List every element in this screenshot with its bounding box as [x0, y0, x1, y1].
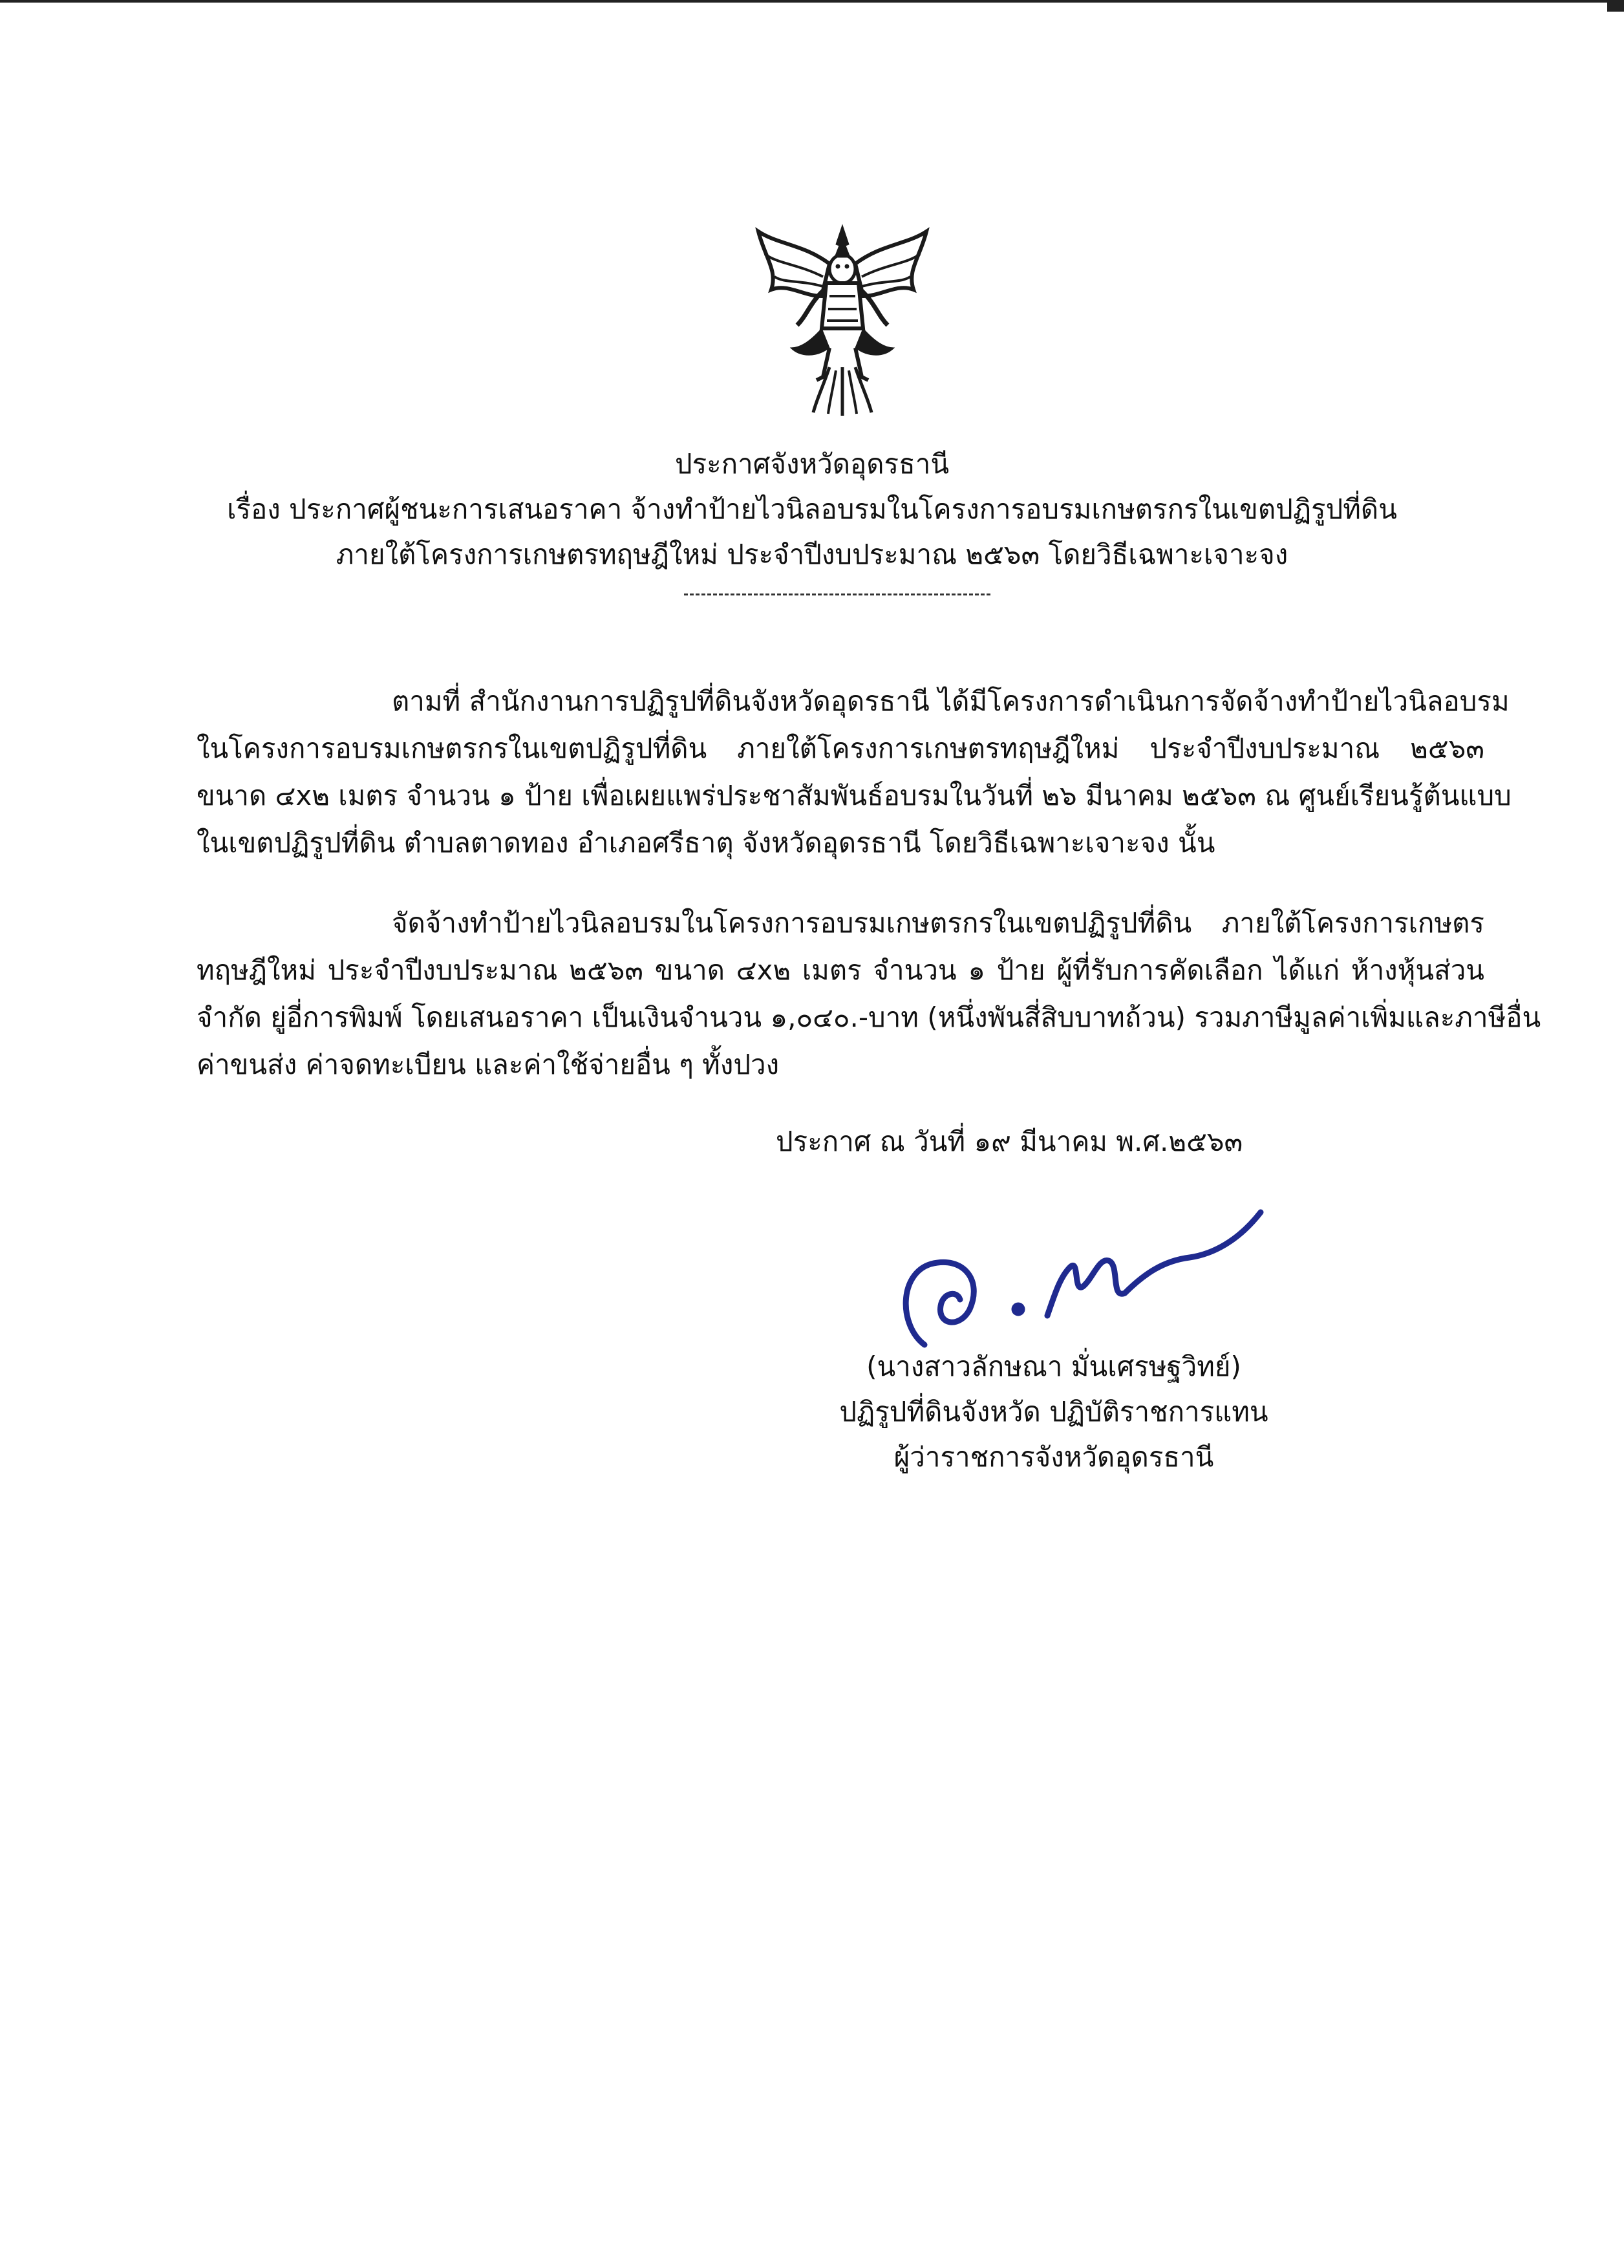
garuda-emblem-icon [752, 219, 933, 419]
paragraph1-line: ขนาด ๔x๒ เมตร จำนวน ๑ ป้าย เพื่อเผยแพร่ประชาสัมพันธ์อบรมในวันที่ ๒๖ มีนาคม ๒๕๖๓ ณ ศูนย์เรียนรู้ต้นแบบ [197, 780, 1512, 811]
subject-line-2: ภายใต้โครงการเกษตรทฤษฎีใหม่ ประจำปีงบประมาณ ๒๕๖๓ โดยวิธีเฉพาะเจาะจง [336, 539, 1288, 570]
paragraph2-line: ทฤษฎีใหม่ ประจำปีงบประมาณ ๒๕๖๓ ขนาด ๔x๒ เมตร จำนวน ๑ ป้าย ผู้ที่รับการคัดเลือก ได้แก่ ห้างหุ้นส่วน [197, 954, 1484, 986]
announcement-title: ประกาศจังหวัดอุดรธานี [674, 448, 950, 480]
paragraph2-line: จัดจ้างทำป้ายไวนิลอบรมในโครงการอบรมเกษตรกรในเขตปฏิรูปที่ดิน ภายใต้โครงการเกษตร [392, 907, 1484, 939]
paragraph1-line: ตามที่ สำนักงานการปฏิรูปที่ดินจังหวัดอุดรธานี ได้มีโครงการดำเนินการจัดจ้างทำป้ายไวนิลอบรม [392, 685, 1510, 717]
scan-top-edge [0, 0, 1624, 3]
signatory-position: ปฏิรูปที่ดินจังหวัด ปฏิบัติราชการแทน [839, 1396, 1268, 1428]
paragraph2-line: ค่าขนส่ง ค่าจดทะเบียน และค่าใช้จ่ายอื่น ๆ ทั้งปวง [197, 1049, 780, 1080]
scan-corner-mark [1607, 0, 1624, 12]
signatory-name: (นางสาวลักษณา มั่นเศรษฐวิทย์) [866, 1351, 1241, 1382]
title-separator [684, 594, 990, 595]
paragraph2-line: จำกัด ยู่อี่การพิมพ์ โดยเสนอราคา เป็นเงินจำนวน ๑,๐๔๐.-บาท (หนึ่งพันสี่สิบบาทถ้วน) รวมภาษีมูลค่าเพิ่มและภาษีอื่น [197, 1001, 1541, 1033]
announce-date: ประกาศ ณ วันที่ ๑๙ มีนาคม พ.ศ.๒๕๖๓ [776, 1126, 1243, 1157]
paragraph1-line: ในโครงการอบรมเกษตรกรในเขตปฏิรูปที่ดิน ภายใต้โครงการเกษตรทฤษฎีใหม่ ประจำปีงบประมาณ ๒๕๖๓ [197, 733, 1484, 764]
subject-line-1: เรื่อง ประกาศผู้ชนะการเสนอราคา จ้างทำป้ายไวนิลอบรมในโครงการอบรมเกษตรกรในเขตปฏิรูปที่ดิน [227, 493, 1397, 525]
paragraph1-line: ในเขตปฏิรูปที่ดิน ตำบลตาดทอง อำเภอศรีธาตุ จังหวัดอุดรธานี โดยวิธีเฉพาะเจาะจง นั้น [197, 827, 1215, 859]
handwritten-signature [886, 1196, 1274, 1364]
signatory-authority: ผู้ว่าราชการจังหวัดอุดรธานี [893, 1441, 1214, 1473]
